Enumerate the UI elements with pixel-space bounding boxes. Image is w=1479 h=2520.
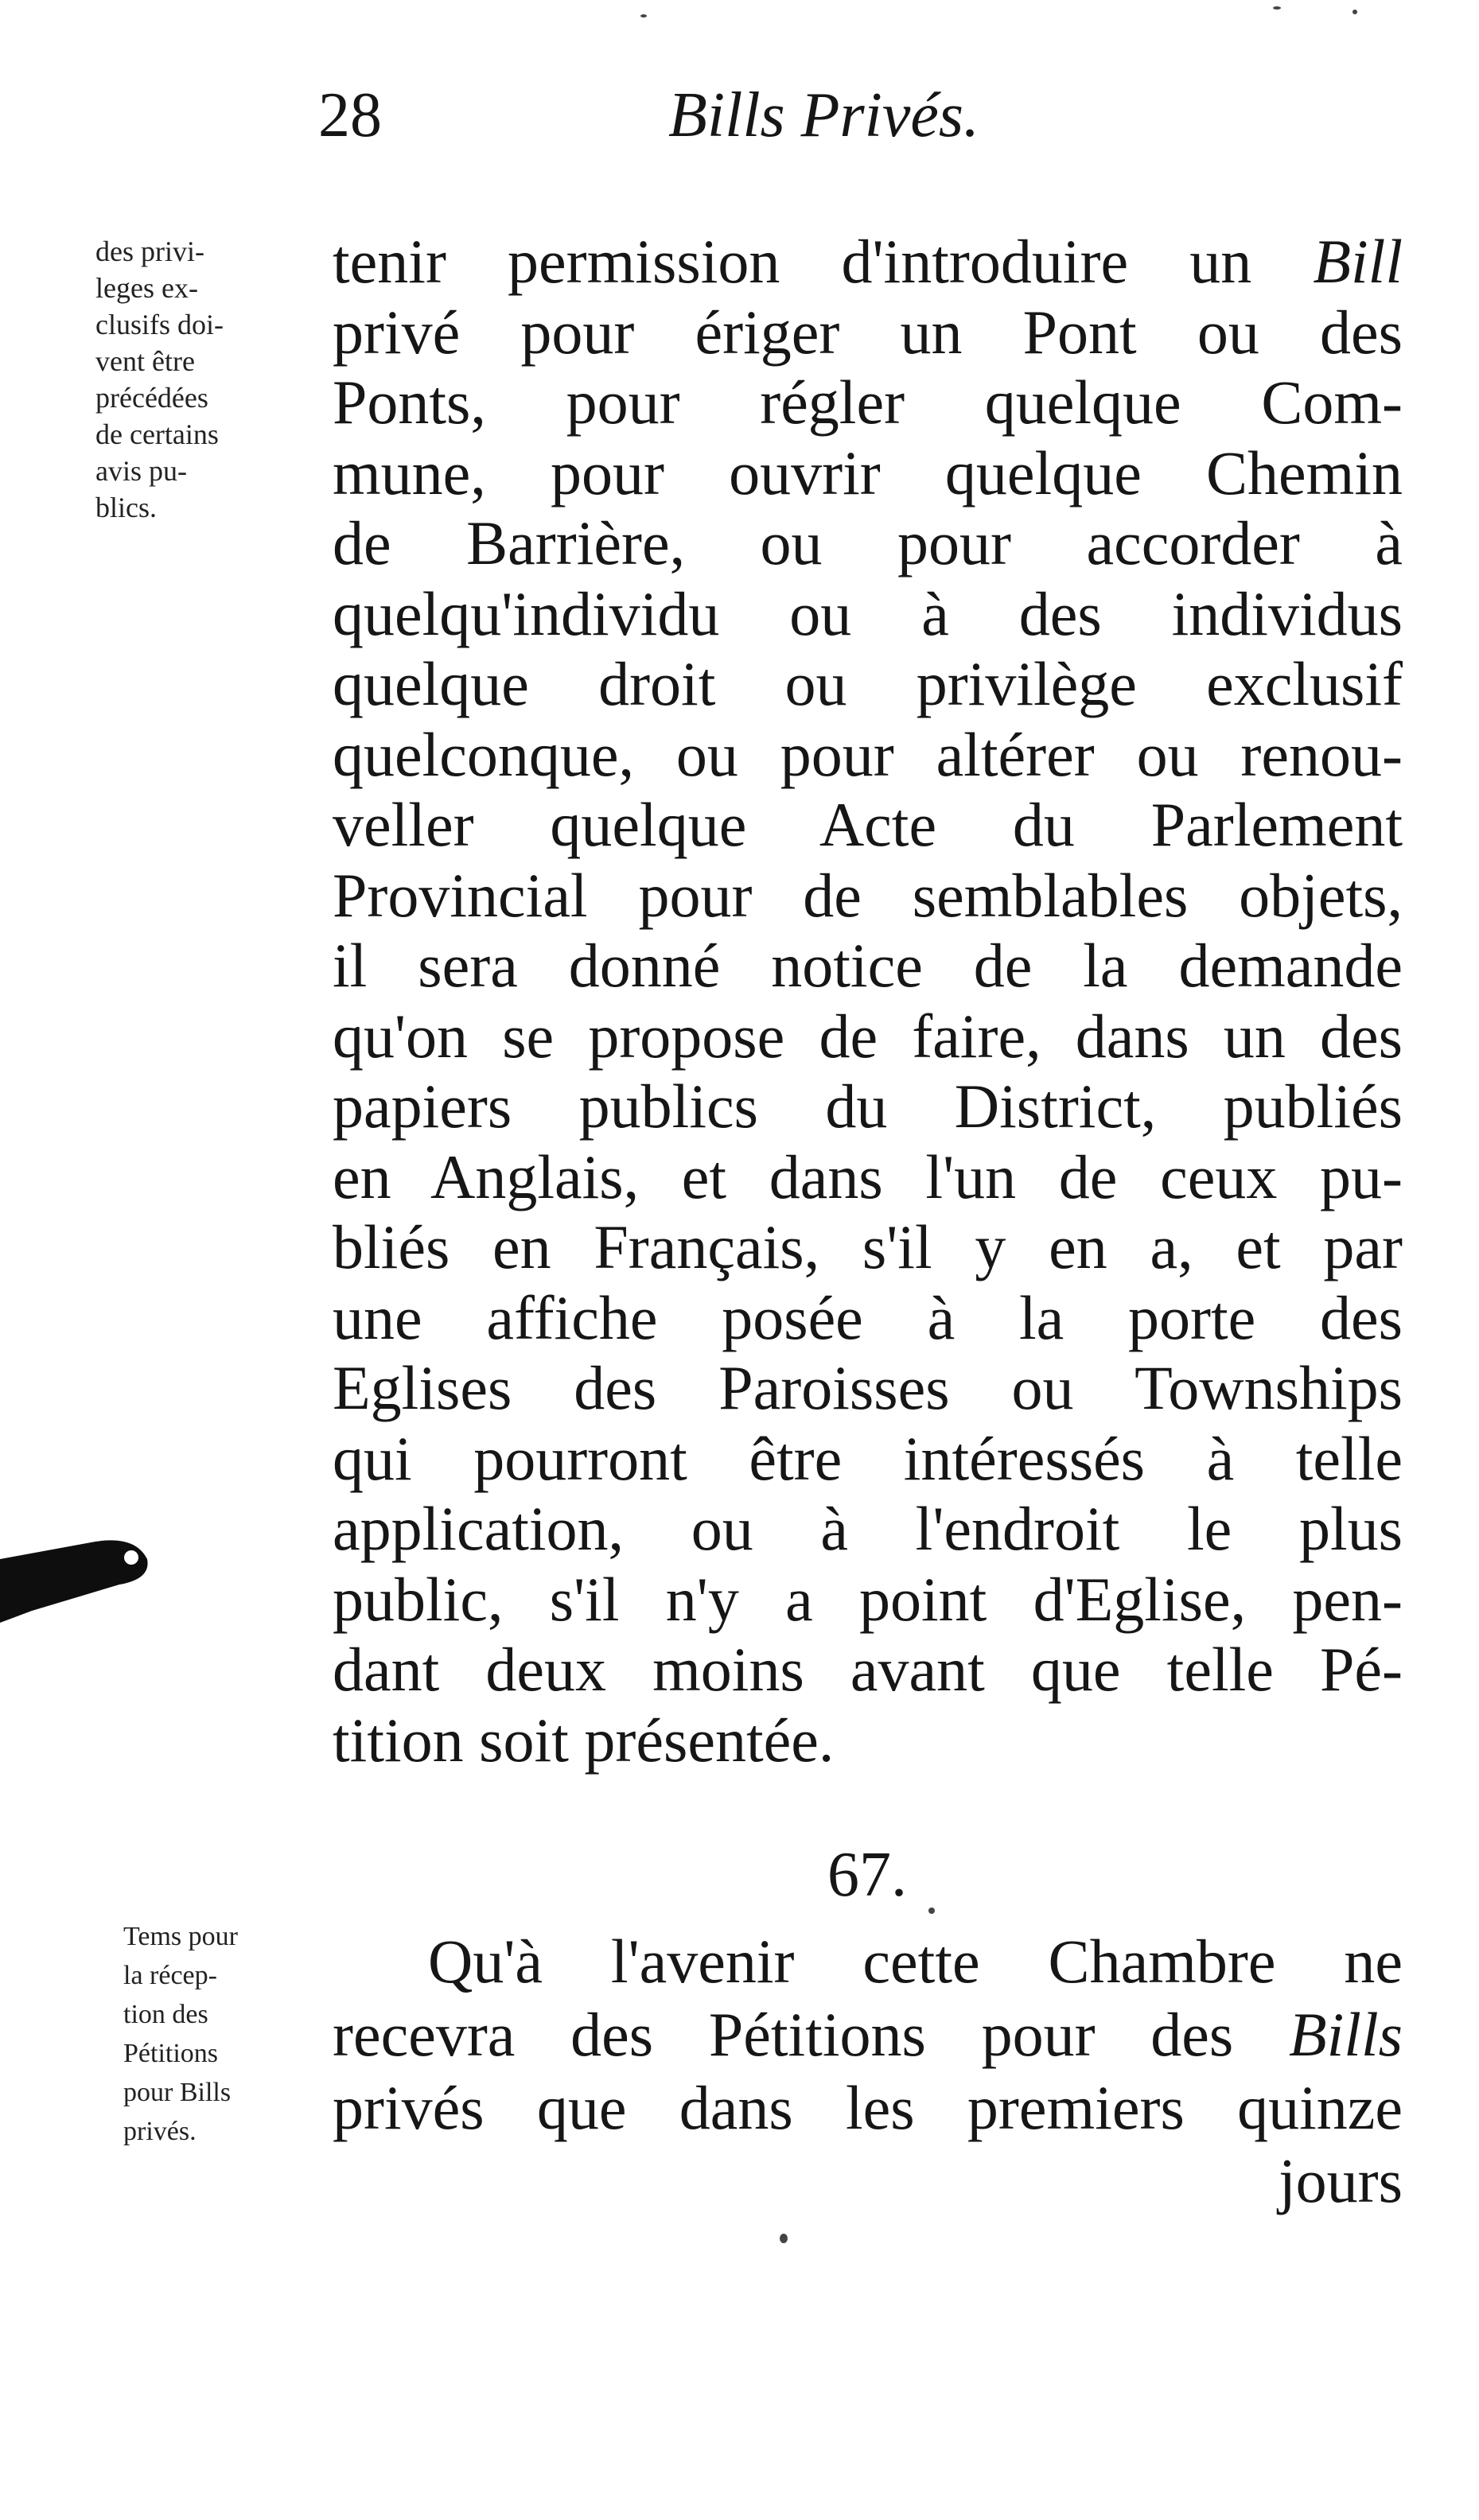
paper-speck (1353, 10, 1357, 14)
text-line: mune, pour ouvrir quelque Chemin (333, 438, 1403, 508)
text-line-roman: tenir permission d'introduire un (333, 227, 1252, 296)
margin-note-line: la récep- (123, 1961, 217, 1990)
text-line: une affiche posée à la porte des (333, 1282, 1403, 1352)
margin-note-privileges (95, 237, 224, 530)
italic-word-bill: Bill (1313, 227, 1403, 296)
margin-note-line: pour Bills (123, 2078, 232, 2107)
text-line: bliés en Français, s'il y en a, et par (333, 1212, 1403, 1281)
text-line: qu'on se propose de faire, dans un des (333, 1001, 1403, 1071)
text-line: Eglises des Paroisses ou Townships (333, 1353, 1403, 1422)
margin-note-line: Pétitions (123, 2039, 219, 2068)
text-line: quelqu'individu ou à des individus (333, 578, 1403, 648)
text-line: Qu'à l'avenir cette Chambre ne (428, 1927, 1403, 1996)
text-line: il sera donné notice de la demande (333, 931, 1403, 1000)
text-line: privé pour ériger un Pont ou des (333, 297, 1403, 367)
margin-note-line: clusifs doi- (95, 309, 224, 340)
margin-note-line: Tems pour (123, 1922, 238, 1951)
page-header (0, 80, 1479, 167)
paper-speck (928, 1908, 935, 1914)
margin-note-line: précédées (95, 382, 208, 414)
text-line (333, 227, 1403, 298)
text-line: dant deux moins avant que telle Pé- (333, 1635, 1403, 1704)
margin-note-line: de certains (95, 418, 219, 450)
page-number: 28 (318, 80, 382, 150)
margin-note-line: blics. (95, 492, 157, 523)
italic-word-bills: Bills (1288, 2000, 1403, 2069)
margin-note-line: vent être (95, 345, 195, 377)
running-head: Bills Privés. (668, 80, 980, 150)
text-line: de Barrière, ou pour accorder à (333, 508, 1403, 578)
paragraph-67-body (333, 1925, 1403, 2218)
catchword: jours (1279, 2146, 1403, 2215)
margin-note-line: leges ex- (95, 272, 198, 304)
ink-blot-decoration (0, 1535, 151, 1623)
paragraph-66-body (333, 227, 1403, 1775)
margin-note-petition-period (123, 1923, 238, 2157)
text-line: privés que dans les premiers quinze (333, 2073, 1403, 2142)
text-line: Ponts, pour régler quelque Com- (333, 368, 1403, 437)
text-line: application, ou à l'endroit le plus (333, 1494, 1403, 1563)
text-line: papiers publics du District, publiés (333, 1071, 1403, 1141)
margin-note-line: privés. (123, 2117, 197, 2146)
text-line: quelque droit ou privilège exclusif (333, 649, 1403, 718)
text-line (333, 1998, 1403, 2071)
margin-note-line: avis pu- (95, 455, 187, 487)
text-line: veller quelque Acte du Parlement (333, 790, 1403, 859)
margin-note-line: tion des (123, 2000, 208, 2029)
margin-note-line: des privi- (95, 235, 204, 267)
text-line: tition soit présentée. (333, 1705, 835, 1775)
section-number: 67. (827, 1840, 907, 1910)
paper-speck (640, 14, 647, 18)
text-line: Provincial pour de semblables objets, (333, 860, 1403, 930)
text-line: quelconque, ou pour altérer ou renou- (333, 719, 1403, 789)
text-line: public, s'il n'y a point d'Eglise, pen- (333, 1564, 1403, 1634)
text-line: qui pourront être intéressés à telle (333, 1423, 1403, 1493)
text-line-roman: recevra des Pétitions pour des (333, 2000, 1234, 2069)
text-line: en Anglais, et dans l'un de ceux pu- (333, 1141, 1403, 1211)
paper-speck (1273, 6, 1281, 10)
paper-speck (780, 2234, 788, 2243)
